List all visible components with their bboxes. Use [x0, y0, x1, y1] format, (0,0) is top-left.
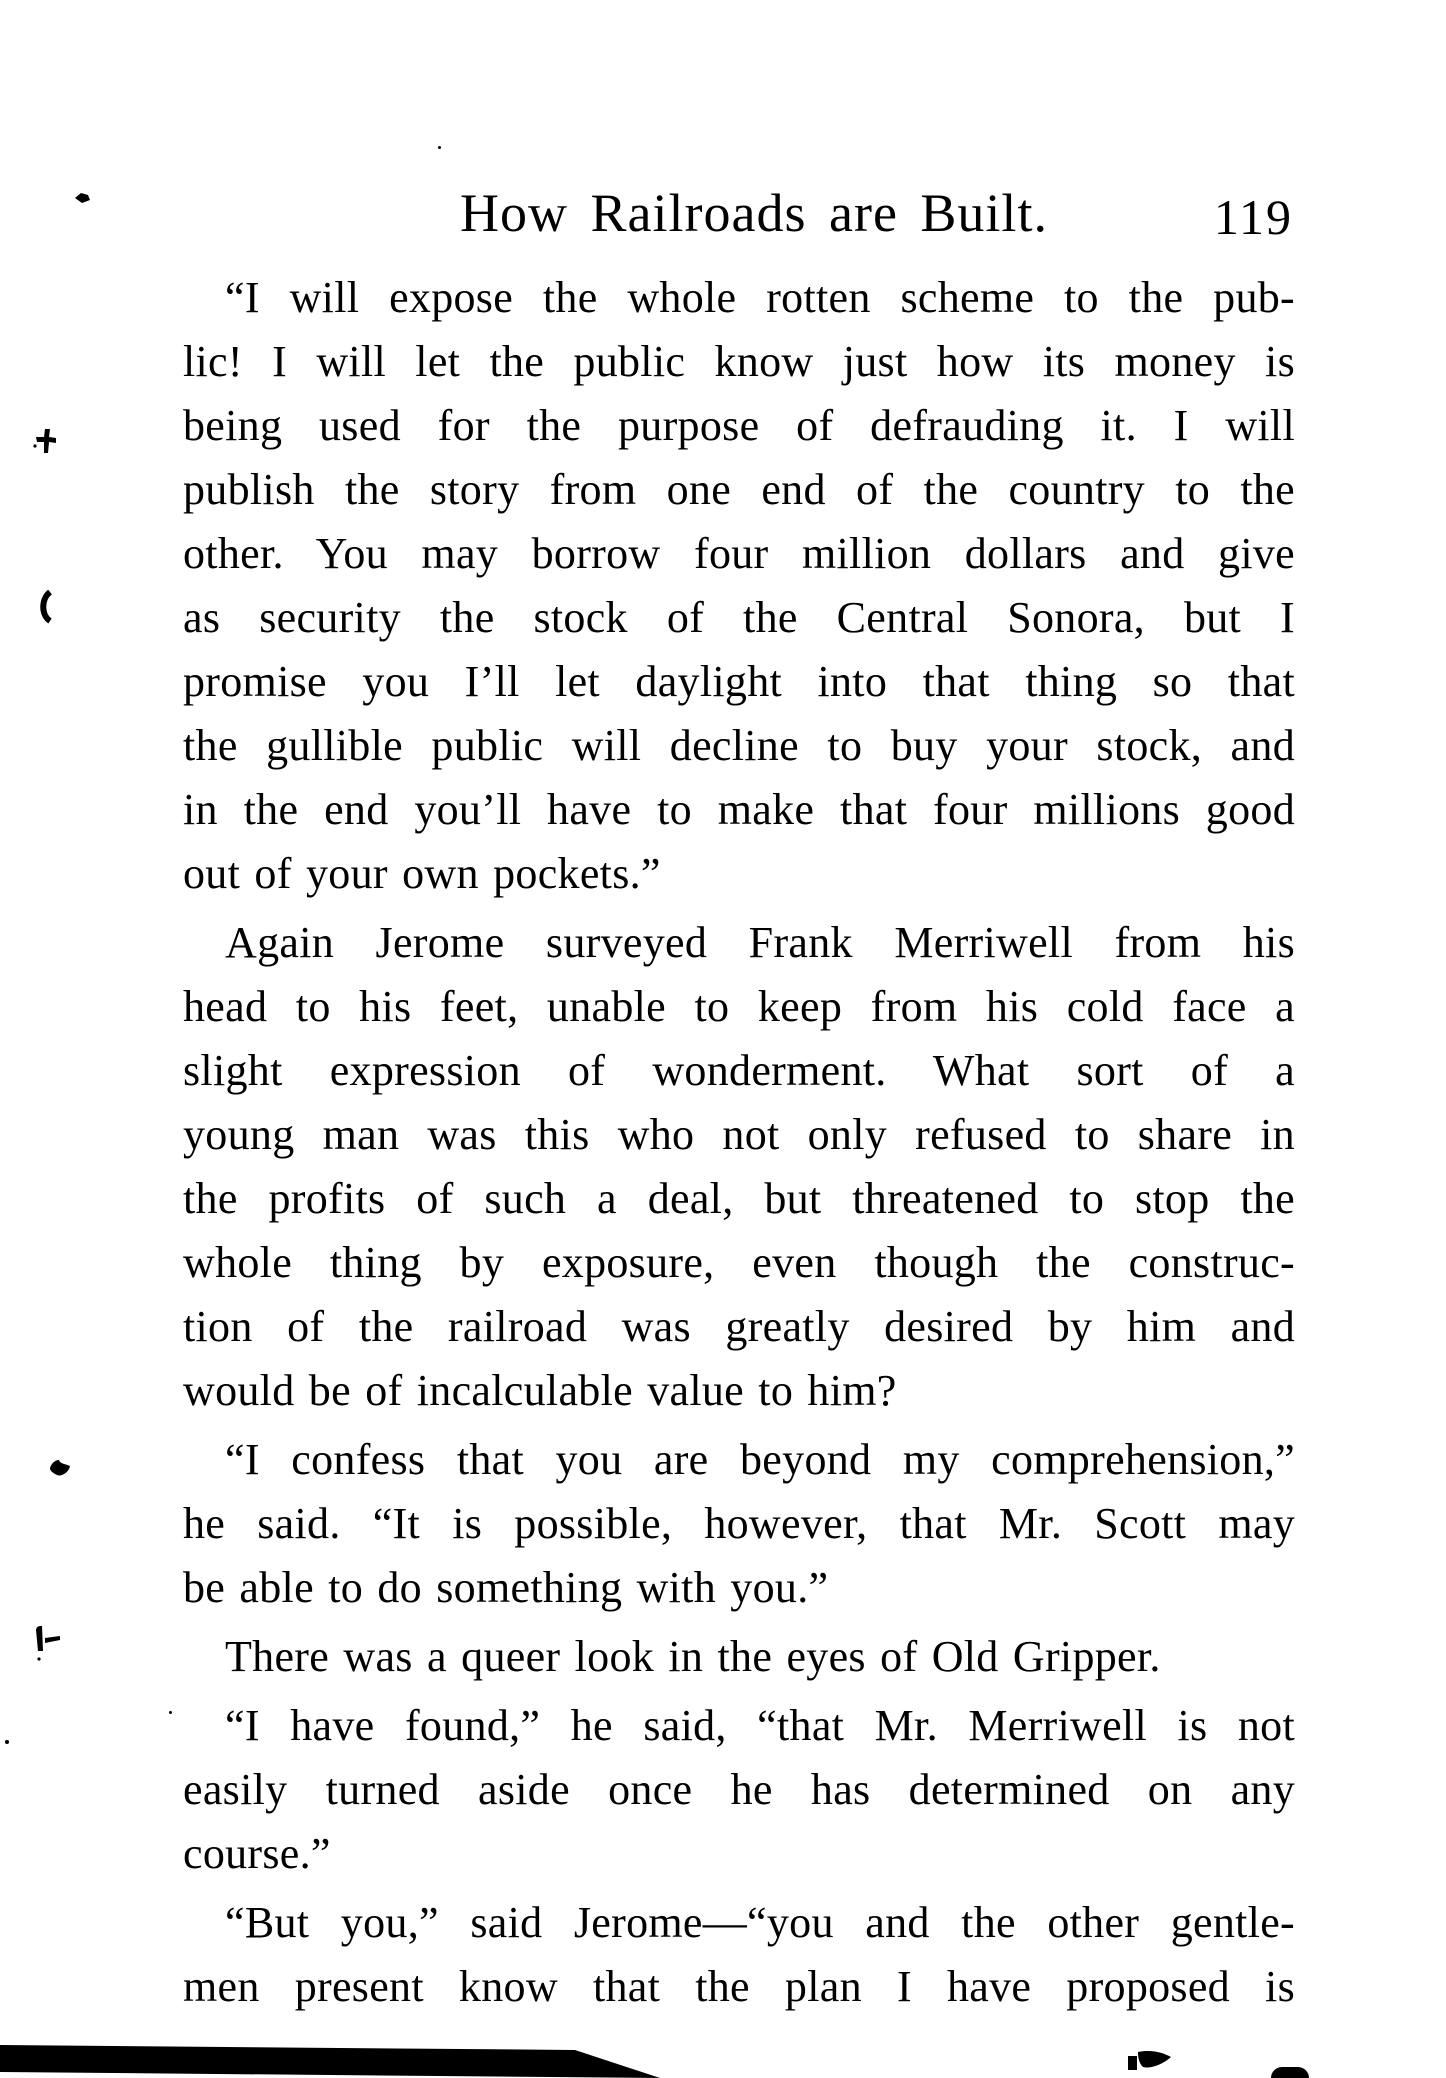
text-line: the gullible public will decline to buy your stock, and: [183, 721, 1295, 770]
text-line: Again Jerome surveyed Frank Merriwell from his: [225, 918, 1295, 967]
text-line: course.”: [183, 1829, 331, 1878]
paragraph: [183, 1625, 1295, 1689]
text-line: other. You may borrow four million dollars and give: [183, 529, 1295, 578]
paragraph: [183, 1891, 1295, 2019]
stray-dot: [438, 146, 441, 149]
ink-flag-bottom-right: [1124, 2049, 1176, 2073]
text-line: in the end you’ll have to make that four millions good: [183, 785, 1295, 834]
text-block: [183, 266, 1295, 2024]
text-line: out of your own pockets.”: [183, 849, 661, 898]
text-line: publish the story from one end of the country to the: [183, 465, 1295, 514]
text-line: would be of incalculable value to him?: [183, 1366, 897, 1415]
paragraph: [183, 266, 1295, 906]
text-line: tion of the railroad was greatly desired by him and: [183, 1302, 1295, 1351]
text-line: lic! I will let the public know just how its money is: [183, 337, 1295, 386]
stray-dot: [5, 1740, 9, 1744]
stray-dot: [169, 1711, 172, 1714]
text-line: young man was this who not only refused to share in: [183, 1110, 1295, 1159]
running-title: How Railroads are Built.: [460, 183, 1048, 243]
text-line: easily turned aside once he has determined on any: [183, 1765, 1295, 1814]
margin-f-dash-mark: [33, 1624, 63, 1664]
text-line: being used for the purpose of defrauding it. I will: [183, 401, 1295, 450]
margin-plus-mark: [33, 428, 59, 456]
text-line: men present know that the plan I have proposed is: [183, 1962, 1295, 2011]
text-line: promise you I’ll let daylight into that thing so that: [183, 657, 1295, 706]
text-line: head to his feet, unable to keep from his cold face a: [183, 982, 1295, 1031]
margin-check-blob: [48, 1458, 74, 1480]
text-line: There was a queer look in the eyes of Old Gripper.: [225, 1632, 1161, 1681]
text-line: whole thing by exposure, even though the construc-: [183, 1238, 1295, 1287]
page-number: 119: [1213, 189, 1293, 245]
text-line: he said. “It is possible, however, that Mr. Scott may: [183, 1499, 1295, 1548]
text-line: “But you,” said Jerome—“you and the other gentle-: [225, 1898, 1295, 1947]
paragraph: [183, 911, 1295, 1423]
paragraph: [183, 1428, 1295, 1620]
ink-dome-bottom-right: [1271, 2067, 1309, 2078]
text-line: as security the stock of the Central Sonora, but I: [183, 593, 1295, 642]
margin-paren-mark: [38, 590, 54, 624]
page-header: [183, 183, 1295, 246]
margin-tick-top-left: [74, 192, 92, 204]
text-line: slight expression of wonderment. What sort of a: [183, 1046, 1295, 1095]
text-line: “I have found,” he said, “that Mr. Merriwell is not: [225, 1701, 1295, 1750]
text-line: be able to do something with you.”: [183, 1563, 829, 1612]
ink-bar-bottom-left: [0, 2041, 660, 2078]
paragraph: [183, 1694, 1295, 1886]
text-line: “I confess that you are beyond my comprehension,”: [225, 1435, 1295, 1484]
text-line: the profits of such a deal, but threatened to stop the: [183, 1174, 1295, 1223]
text-line: “I will expose the whole rotten scheme to the pub-: [225, 273, 1295, 322]
